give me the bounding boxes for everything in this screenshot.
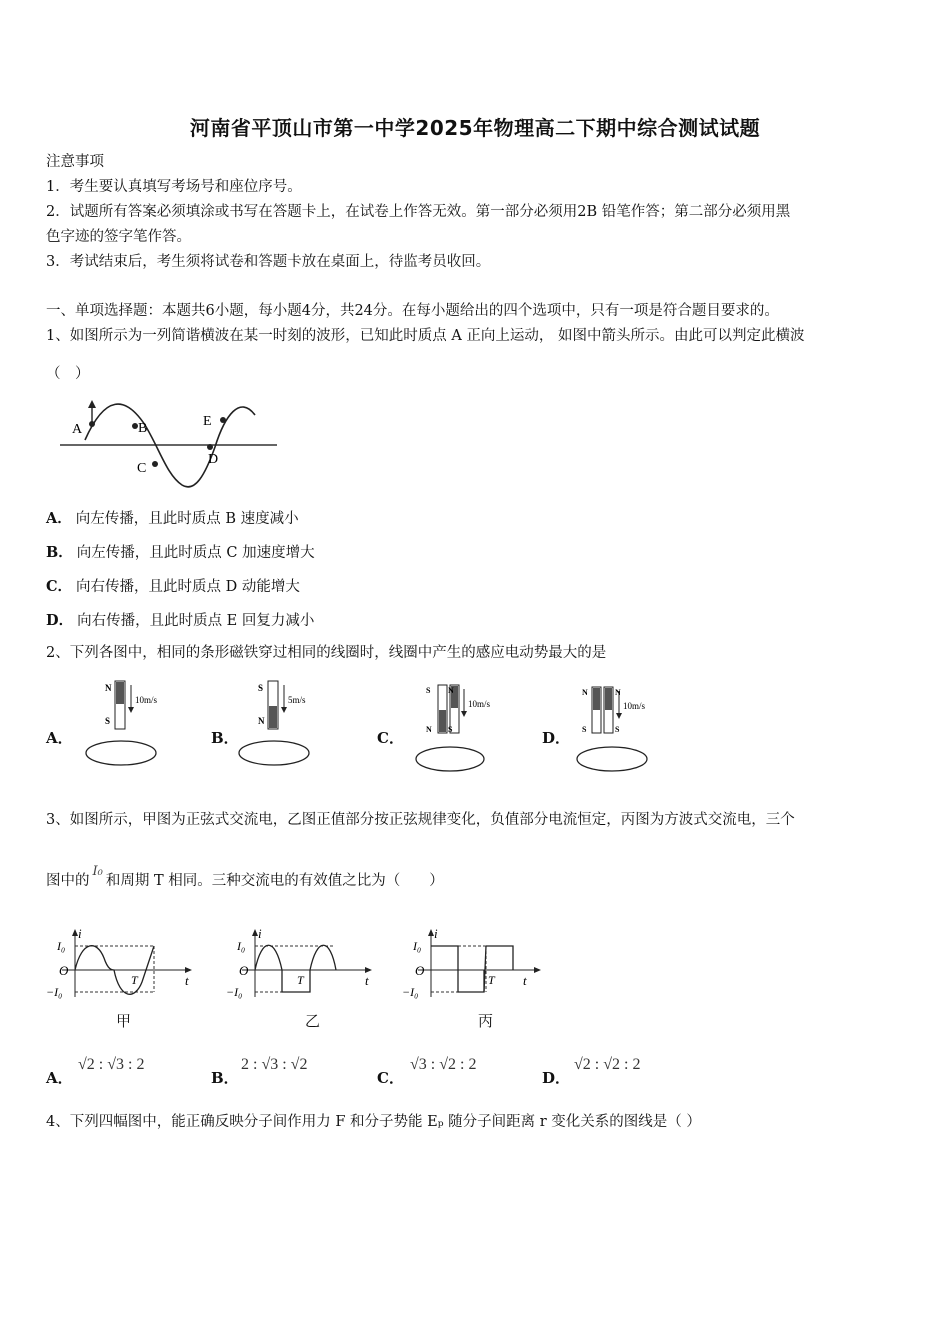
q1-wave-figure [55,395,285,495]
q1-stem: 1、如图所示为一列简谐横波在某一时刻的波形，已知此时质点 A 正向上运动， 如图中箭头所示。由此可以判定此横波 [46,328,805,344]
pole-label-s: S [615,725,620,734]
down-arrow-icon [281,707,287,713]
q3-axis-label-i: i [434,926,438,941]
q3-neg-i0-label: −I₀ [226,985,243,999]
q3-caption-bing: 丙 [478,1012,494,1030]
q3-square-wave [431,946,484,992]
q1-point-e [220,417,226,423]
up-arrow-icon [88,400,96,408]
q3-option-c-ratio: √3 : √2 : 2 [410,1056,477,1073]
q3-period-label: T [488,973,495,987]
q2-option-d[interactable]: D． [542,729,571,747]
coil-icon [86,741,156,765]
q3-option-a[interactable]: A． [46,1069,73,1087]
pole-label-n: N [448,686,454,695]
q3-graph-jia [42,925,202,1005]
q3-option-c[interactable]: C． [377,1069,404,1087]
magnet-north-half [116,682,124,704]
q3-origin-label: O [239,963,249,978]
speed-label: 10m/s [623,701,646,711]
page-title: 河南省平顶山市第一中学2025年物理高二下期中综合测试试题 [189,116,761,140]
q3-axis-label-i: i [78,926,82,941]
option-letter: C． [46,578,73,595]
option-text: 向左传播，且此时质点 C 加速度增大 [76,545,315,561]
pole-label-s: S [258,683,264,693]
q1-point-d [207,444,213,450]
q3-i0-label: I₀ [237,939,246,953]
pole-label-s: S [426,686,431,695]
down-arrow-icon [128,707,134,713]
q3-axis-label-t: t [523,973,527,988]
q3-stem-post: 和周期 T 相同。三种交流电的有效值之比为（ ） [105,873,444,889]
q3-square-wave-next [486,946,513,970]
magnet-north-half [269,706,277,728]
pole-label-n: N [615,688,621,697]
q3-axis-label-t: t [365,973,369,988]
q1-bracket: （ ） [46,366,90,382]
q3-caption-yi: 乙 [305,1012,321,1030]
q2-figure-d [572,675,682,773]
q1-option-b[interactable] [46,541,315,562]
option-text: 向右传播，且此时质点 E 回复力减小 [77,613,315,629]
q3-i0-label: I₀ [57,939,66,953]
q3-i0-label: I₀ [413,939,422,953]
q3-stem-pre: 图中的 [46,873,90,889]
option-letter: A． [46,510,72,527]
pole-label-n: N [426,725,432,734]
notice-item: 色字迹的签字笔作答。 [46,229,191,245]
down-arrow-icon [461,711,467,717]
q2-figure-a [80,675,180,773]
pole-label-s: S [105,716,111,726]
coil-icon [239,741,309,765]
q2-figure-c [410,675,520,773]
pole-label-n: N [258,716,265,726]
q3-period-label: T [131,973,138,987]
option-text: 向右传播，且此时质点 D 动能增大 [76,579,300,595]
q3-caption-jia: 甲 [116,1012,132,1030]
q3-neg-i0-label: −I₀ [402,985,419,999]
q1-label-c: C [137,461,147,476]
q3-option-b[interactable]: B． [211,1069,239,1087]
q2-figure-b [233,675,333,773]
q3-period-label: T [297,973,304,987]
q3-half-sine-curve [255,945,336,992]
q1-option-d[interactable] [46,609,314,630]
q3-option-d[interactable]: D． [542,1069,571,1087]
notice-item: 3．考试结束后，考生须将试卷和答题卡放在桌面上，待监考员收回。 [46,254,491,270]
right-arrow-icon [534,967,541,973]
q3-option-b-ratio: 2 : √3 : √2 [241,1056,308,1073]
q1-label-b: B [138,421,148,436]
option-letter: D． [46,612,74,629]
coil-icon [577,747,647,771]
pole-label-n: N [105,683,112,693]
speed-label: 5m/s [288,695,306,705]
q1-option-a[interactable] [46,507,299,528]
q1-label-e: E [203,414,212,429]
pole-label-s: S [582,725,587,734]
pole-label-s: S [448,725,453,734]
pole-label-n: N [582,688,588,697]
q1-option-c[interactable] [46,575,300,596]
q2-option-c[interactable]: C． [377,729,404,747]
magnet-north-half [593,688,600,710]
notice-heading: 注意事项 [46,154,104,170]
q1-point-a [89,421,95,427]
q1-label-d: D [208,452,219,467]
magnet-north-half [605,688,612,710]
q4-stem: 4、下列四幅图中，能正确反映分子间作用力 F 和分子势能 Eₚ 随分子间距离 r 变化关系的图线是（ ） [46,1114,701,1130]
q3-stem-line2 [46,864,444,892]
notice-item: 2．试题所有答案必须填涂或书写在答题卡上，在试卷上作答无效。第一部分必须用2B 铅笔作答；第二部分必须用黑 [46,204,791,220]
q3-stem: 3、如图所示，甲图为正弦式交流电，乙图正值部分按正弦规律变化，负值部分电流恒定，丙图为方波式交流电，三个 [46,812,795,828]
q1-point-c [152,461,158,467]
magnet-north-half [439,710,446,732]
coil-icon [416,747,484,771]
option-letter: B． [46,544,73,561]
q2-option-a[interactable]: A． [46,729,73,747]
q3-option-a-ratio: √2 : √3 : 2 [78,1056,145,1073]
q3-graph-yi [222,925,382,1005]
q2-stem: 2、下列各图中，相同的条形磁铁穿过相同的线圈时，线圈中产生的感应电动势最大的是 [46,645,607,661]
q1-label-a: A [72,422,83,437]
speed-label: 10m/s [468,699,491,709]
notice-item: 1．考生要认真填写考场号和座位序号。 [46,179,302,195]
q3-graph-bing [398,925,558,1005]
down-arrow-icon [616,713,622,719]
q3-origin-label: O [59,963,69,978]
q3-origin-label: O [415,963,425,978]
q3-axis-label-t: t [185,973,189,988]
q3-axis-label-i: i [258,926,262,941]
section-heading: 一、单项选择题：本题共6小题，每小题4分，共24分。在每小题给出的四个选项中，只有一项是符合题目要求的。 [46,303,779,319]
option-text: 向左传播，且此时质点 B 速度减小 [75,511,299,527]
q3-option-d-ratio: √2 : √2 : 2 [574,1056,641,1073]
q3-i0-symbol: I₀ [92,864,103,879]
q2-option-b[interactable]: B． [211,729,239,747]
speed-label: 10m/s [135,695,158,705]
q3-neg-i0-label: −I₀ [46,985,63,999]
